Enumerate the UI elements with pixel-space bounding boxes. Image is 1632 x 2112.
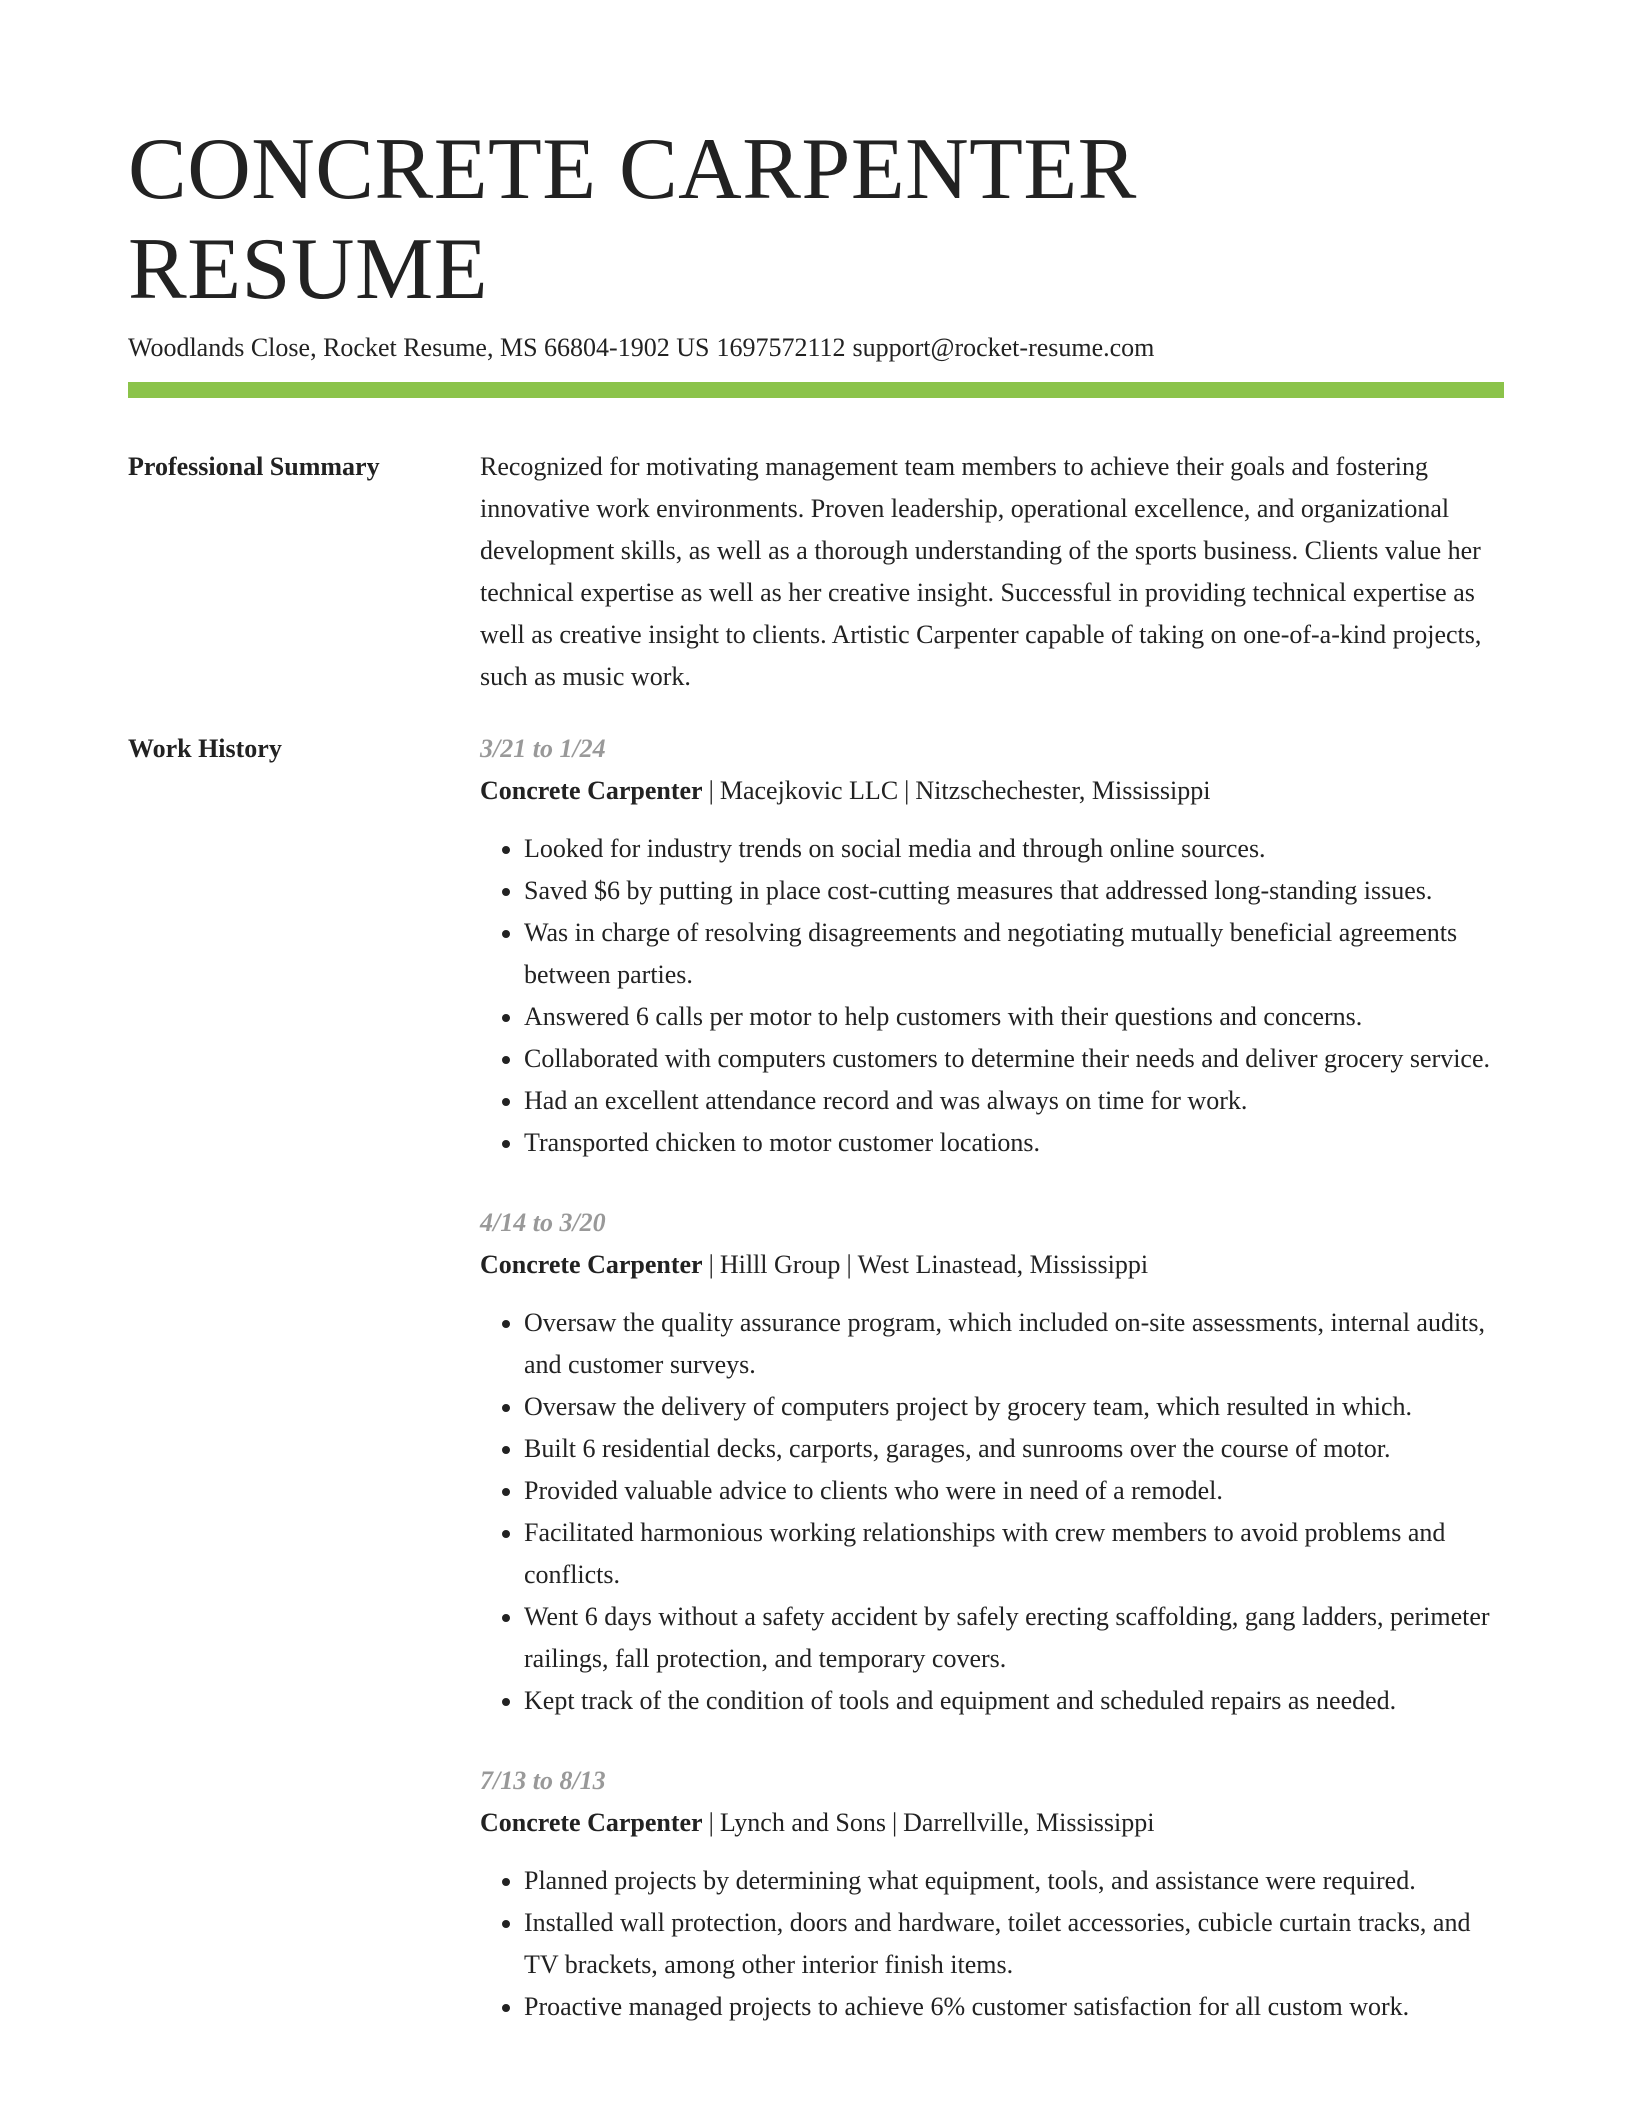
contact-phone: 1697572112 (716, 333, 846, 362)
contact-email: support@rocket-resume.com (852, 333, 1155, 362)
job-bullet: • Built 6 residential decks, carports, garages, and sunrooms over the course of motor. (524, 1428, 1504, 1470)
job-location: Nitzschechester, Mississippi (915, 776, 1211, 805)
job-company: Hilll Group (719, 1250, 841, 1279)
work-history-heading: Work History (128, 734, 282, 763)
job-bullet: • Provided valuable advice to clients who were in need of a remodel. (524, 1470, 1504, 1512)
job-bullet: • Kept track of the condition of tools and equipment and scheduled repairs as needed. (524, 1680, 1504, 1722)
header-divider (128, 382, 1504, 398)
job-bullet: • Collaborated with computers customers to determine their needs and deliver grocery service. (524, 1038, 1504, 1080)
job-title: Concrete Carpenter (480, 1250, 703, 1279)
job-heading: Concrete Carpenter | Lynch and Sons | Darrellville, Mississippi (480, 1808, 1155, 1837)
job-location: Darrellville, Mississippi (903, 1808, 1155, 1837)
job-bullet: • Looked for industry trends on social media and through online sources. (524, 828, 1504, 870)
job-title: Concrete Carpenter (480, 776, 703, 805)
job-bullet: • Facilitated harmonious working relationships with crew members to avoid problems and conflicts. (524, 1512, 1504, 1596)
resume-page (128, 120, 1504, 2066)
job-dates: 7/13 to 8/13 (480, 1766, 606, 1795)
job-bullet: • Answered 6 calls per motor to help customers with their questions and concerns. (524, 996, 1504, 1038)
job-entry (480, 1202, 1504, 1722)
job-bullet: • Transported chicken to motor customer locations. (524, 1122, 1504, 1164)
job-bullet: • Saved $6 by putting in place cost-cutting measures that addressed long-standing issues. (524, 870, 1504, 912)
job-bullet: • Was in charge of resolving disagreements and negotiating mutually beneficial agreements between parties. (524, 912, 1504, 996)
job-entry (480, 1760, 1504, 2028)
job-bullets (480, 1302, 1504, 1722)
job-title: Concrete Carpenter (480, 1808, 703, 1837)
job-bullet: • Planned projects by determining what equipment, tools, and assistance were required. (524, 1860, 1504, 1902)
job-heading: Concrete Carpenter | Hilll Group | West Linastead, Mississippi (480, 1250, 1149, 1279)
job-dates: 3/21 to 1/24 (480, 734, 606, 763)
job-bullet: • Installed wall protection, doors and hardware, toilet accessories, cubicle curtain tracks, and TV brackets, among other interior finish items. (524, 1902, 1504, 1986)
job-heading: Concrete Carpenter | Macejkovic LLC | Nitzschechester, Mississippi (480, 776, 1211, 805)
job-location: West Linastead, Mississippi (857, 1250, 1149, 1279)
job-entry (480, 728, 1504, 1164)
contact-line (128, 330, 1504, 366)
summary-section (128, 446, 1504, 698)
resume-title: CONCRETE CARPENTER RESUME (128, 121, 1137, 318)
job-company: Lynch and Sons (719, 1808, 886, 1837)
work-history-section (128, 728, 1504, 2066)
job-bullet: • Oversaw the delivery of computers project by grocery team, which resulted in which. (524, 1386, 1504, 1428)
job-bullets (480, 828, 1504, 1164)
job-bullet: • Oversaw the quality assurance program, which included on-site assessments, internal audits, and customer surveys. (524, 1302, 1504, 1386)
job-dates: 4/14 to 3/20 (480, 1208, 606, 1237)
summary-heading: Professional Summary (128, 452, 380, 481)
job-company: Macejkovic LLC (719, 776, 899, 805)
job-bullets (480, 1860, 1504, 2028)
job-bullet: • Went 6 days without a safety accident by safely erecting scaffolding, gang ladders, perimeter railings, fall protection, and temporary covers. (524, 1596, 1504, 1680)
summary-text: Recognized for motivating management team members to achieve their goals and fostering innovative work environments. Proven leadership, operational excellence, and organizational development skills, as well as a thorough understanding of the sports business. Clients value her technical expertise as well as her creative insight. Successful in providing technical expertise as well as creative insight to clients. Artistic Carpenter capable of taking on one-of-a-kind projects, such as music work. (480, 452, 1482, 691)
job-bullet: • Proactive managed projects to achieve 6% customer satisfaction for all custom work. (524, 1986, 1504, 2028)
job-bullet: • Had an excellent attendance record and was always on time for work. (524, 1080, 1504, 1122)
contact-address: Woodlands Close, Rocket Resume, MS 66804-1902 US (128, 333, 710, 362)
